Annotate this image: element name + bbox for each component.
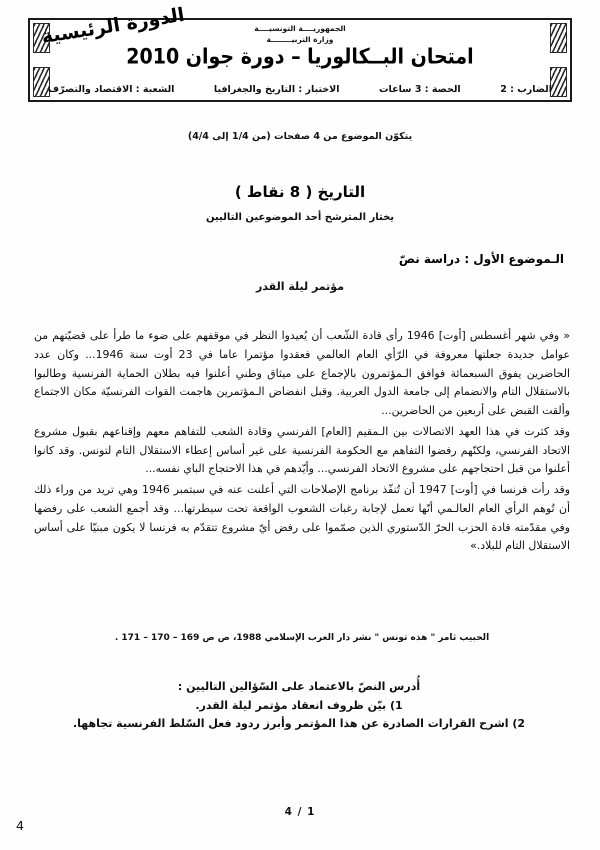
questions-block xyxy=(34,680,564,735)
passage-paragraph-3: وقد رأت فرنسا في [أوت] 1947 أن تُنفّذ برنامج الإصلاحات التي أعلنت عنه في سبتمبر 1946 وهي تريد من وراء ذلك أن تُوهم الرأي العام العالـمي أنّها تعمل لإجابة رغبات الشعوب الواقعة تحت سيطرتها... وقد أجمع الشعب على رفضها وفي مقدّمته قادة الحزب الحرّ الدّستوري الذين صمّموا على رفض أيّ مشروع تتقدّم به فرنسا لا يكون مبنيّا على أساس الاستقلال التام للبلاد.» xyxy=(34,483,570,553)
question-item-1: 1) بيّن ظروف انعقاد مؤتمر ليلة القدر. xyxy=(195,699,403,712)
country-name: الجمهوريــــة التونسيــــة xyxy=(254,24,346,33)
passage-body xyxy=(34,327,570,558)
exam-meta-row xyxy=(42,84,558,95)
subject-heading: الـموضوع الأول : دراسة نصّ xyxy=(398,252,564,266)
corner-page-number: 4 xyxy=(16,818,24,833)
exam-title: امتحان البــكالوريا – دورة جوان 2010 xyxy=(126,44,474,70)
session-stamp: الدورة الرئيسية xyxy=(40,3,186,49)
ministry-name: وزارة التربيــــــــة xyxy=(266,34,334,44)
passage-paragraph-1: « وفي شهر أغسطس [أوت] 1946 رأى قادة الشّعب أن يُعيدوا النظر في موقفهم على ضوء ما طرأ على قضيّتهم من عوامل جديدة جعلتها معروفة في الرّأي العام العالمي فعقدوا مؤتمرا عاما في 23 أوت سنة 1946... وكان عدد الحاضرين يفوق السبعمائة فوافق الـمؤتمرون بالإجماع على ميثاق وطني أعلنوا فيه بطلان الحماية الفرنسية وطالبوا بالاستقلال التام والانضمام إلى جامعة الدول العربية. وقبل انفضاض الـمؤتمرين هاجمت القوات الفرنسيّة مكان الاجتماع وألقت القبض على أربعين من الحاضرين... xyxy=(34,329,570,417)
page-indicator: 1 / 4 xyxy=(284,806,316,818)
passage-paragraph-2: وقد كثرت في هذا العهد الاتصالات بين الـمقيم [العام] الفرنسي وقادة الشعب للتفاهم معهم وإقناعهم بقبول مشروع الاتحاد الفرنسي، ولكنّهم رفضوا التفاهم مع الحكومة الفرنسية على غير أساس إعطاء الاستقلال التام لتونس. وقد كانوا أعلنوا من قبل احتجاجهم على مشروع الاتحاد الفرنسي... وأيّدهم في هذا الاحتجاج الباي نفسه... xyxy=(34,424,570,476)
meta-stream: الشعبة : الاقتصاد والتصرّف xyxy=(48,84,175,95)
meta-duration: الحصة : 3 ساعات xyxy=(379,84,461,95)
pages-note: يتكوّن الموضوع من 4 صفحات (من 1/4 إلى 4/4) xyxy=(187,131,413,142)
meta-coefficient: الضارب : 2 xyxy=(500,84,552,95)
source-citation: الحبيب ثامر " هذه تونس " نشر دار الغرب الإسلامي 1988، ص ص 169 – 170 – 171 . xyxy=(114,633,490,643)
exam-header-box xyxy=(28,3,572,102)
text-title: مؤتمر ليلة القدر xyxy=(256,280,344,293)
section-subtitle: يختار المترشح أحد الموضوعين التاليين xyxy=(205,212,395,223)
section-title: التاريخ ( 8 نقاط ) xyxy=(234,183,366,201)
meta-subject: الاختبار : التاريخ والجغرافيا xyxy=(213,84,340,95)
question-item-2: 2) اشرح القرارات الصادرة عن هذا المؤتمر وأبرز ردود فعل السّلط الفرنسية تجاهها. xyxy=(72,717,526,730)
questions-intro: أُدرس النصّ بالاعتماد على السّؤالين التاليين : xyxy=(177,680,421,693)
